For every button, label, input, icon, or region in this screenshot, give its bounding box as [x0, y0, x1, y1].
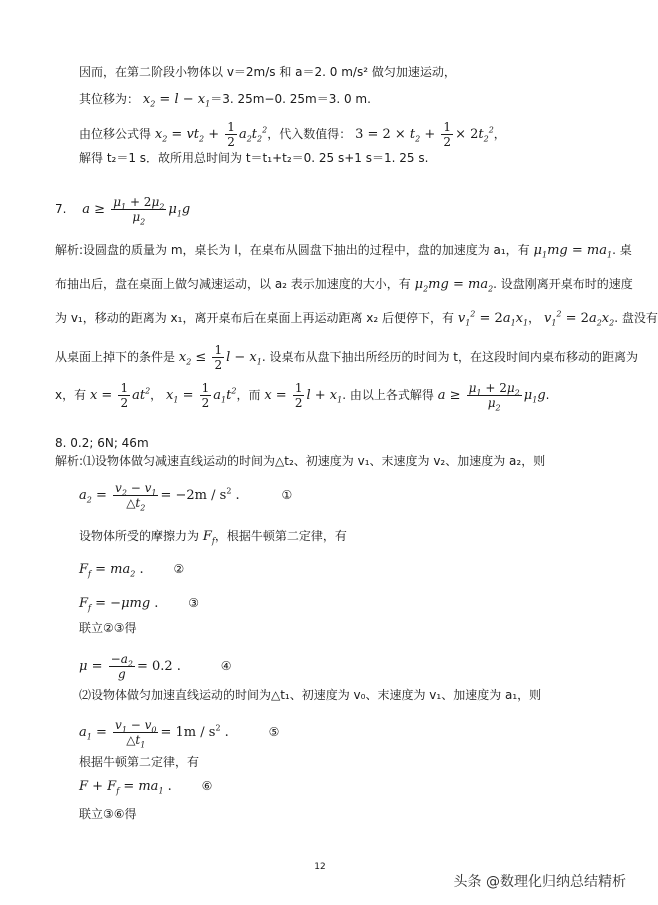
formula: x = $\frac{1}{2}$ $l + x_1$ [264, 381, 343, 410]
formula: $\mu_1mg = ma_1$ [533, 243, 613, 260]
para-line: 解得 t₂＝1 s．故所用总时间为 t＝t₁+t₂＝0. 25 s+1 s＝1. 25 s. [79, 151, 429, 165]
equation-2 [79, 561, 184, 578]
formula: μ = $\frac{-a_2}{g}$ = 0.2 . [79, 652, 181, 681]
answer-8: 8. 0.2; 6N; 46m [55, 436, 149, 450]
para-line [79, 120, 506, 149]
para-line: 因而，在第二阶段小物体以 v＝2m/s 和 a＝2. 0 m/s² 做匀加速运动， [79, 65, 456, 79]
equation-4 [79, 652, 232, 681]
text: . 盘没有 [614, 311, 658, 325]
para-line: 解析:⑴设物体做匀减速直线运动的时间为△t₂、初速度为 v₁、末速度为 v₂、加速度为 a₂，则 [55, 454, 546, 468]
formula: $x_2 = vt_2$ + $\frac{1}{2}$ $a_2t_2^2$ [154, 120, 268, 149]
equation-marker: ① [281, 488, 293, 502]
equation-1 [79, 481, 293, 513]
text: . 设桌布从盘下抽出所经历的时间为 t，在这段时间内桌布移动的距离为 [261, 350, 638, 364]
formula: $3 = 2 \times t_2$ + $\frac{1}{2}$ × $2t_2^2$ [355, 120, 494, 149]
equation-6 [79, 778, 212, 795]
formula: $F_f$ [202, 529, 215, 546]
para-line [55, 310, 658, 327]
text: . 设盘刚离开桌布时的速度 [493, 277, 633, 291]
equation-marker: ④ [220, 659, 232, 673]
text: ， [493, 127, 506, 141]
page-number: 12 [314, 862, 326, 872]
equation-marker: ⑥ [201, 779, 213, 793]
formula: $F_f = ma_2$ . [79, 562, 144, 579]
formula: $F + F_f = ma_1$ . [79, 779, 172, 796]
text: ，代入数值得： [267, 127, 352, 141]
formula: $v_1^2 = 2a_1x_1$ [457, 309, 529, 328]
para-line [55, 242, 632, 259]
para-line [55, 276, 633, 293]
para-line [55, 343, 638, 372]
formula: $x_2$ ≤ $\frac{1}{2}$ $l - x_1$ [178, 343, 262, 372]
answer-7 [55, 195, 191, 227]
para-line [79, 528, 347, 545]
para-line: 联立②③得 [79, 621, 137, 635]
text: 其位移为： [79, 92, 140, 106]
formula: $v_1^2 = 2a_2x_2$ [543, 309, 615, 328]
equation-marker: ⑤ [268, 725, 280, 739]
formula: $x_1$ = $\frac{1}{2}$ $a_1t^2$ [166, 381, 237, 410]
formula: x = $\frac{1}{2}$ $at^2$ [89, 381, 151, 410]
watermark: 头条 @数理化归纳总结精析 [453, 874, 626, 890]
text: 布抽出后，盘在桌面上做匀减速运动，以 a₂ 表示加速度的大小，有 [55, 277, 411, 291]
para-line [79, 91, 371, 108]
text: 由位移公式得 [79, 127, 152, 141]
text: x，有 [55, 388, 87, 402]
text: ，根据牛顿第二定律，有 [214, 529, 347, 543]
text: 从桌面上掉下的条件是 [55, 350, 176, 364]
question-number: 7. [55, 202, 67, 216]
equation-3 [79, 595, 199, 612]
para-line: 联立③⑥得 [79, 807, 137, 821]
text: . 桌 [612, 243, 632, 257]
text: ， [150, 388, 163, 402]
formula: a ≥ $\frac{\mu_1 + 2\mu_2}{\mu_2}$ $\mu_1g$ [437, 381, 546, 413]
formula: a ≥ $\frac{\mu_1 + 2\mu_2}{\mu_2}$ $\mu_1g$ [82, 195, 191, 227]
para-line: 根据牛顿第二定律，有 [79, 755, 200, 769]
formula: $x_2 = l - x_1$ [142, 92, 211, 109]
equation-5 [79, 718, 280, 750]
formula: $a_2$ = $\frac{v_2 - v_1}{\triangle t_2}$ = $-2m / s^2$ . [79, 481, 240, 513]
formula: $F_f = -\mu mg$ . [79, 596, 159, 613]
para-line: x，有 x = $\frac{1}{2}$ $at^2$， $x_1$ = $\frac{1}{2}$ $a_1t^2$，而 x = $\frac{1}{2}$ $l + x_1$. 由以上各式解得 a ≥ $\frac{\mu_1 + 2\mu_2}{\mu_2}$ $\mu_1g$. [55, 381, 550, 413]
equation-marker: ② [173, 562, 185, 576]
formula: $a_1$ = $\frac{v_1 - v_0}{\triangle t_1}$ = $1m / s^2$ . [79, 718, 229, 750]
para-line: ⑵设物体做匀加速直线运动的时间为△t₁、初速度为 v₀、末速度为 v₁、加速度为 a₁，则 [79, 688, 542, 702]
text: 为 v₁，移动的距离为 x₁，离开桌布后在桌面上再运动距离 x₂ 后便停下，有 [55, 311, 454, 325]
text: 设物体所受的摩擦力为 [79, 529, 200, 543]
text: 解析:设圆盘的质量为 m，桌长为 l，在桌布从圆盘下抽出的过程中，盘的加速度为 a₁，有 [55, 243, 530, 257]
equation-marker: ③ [188, 596, 200, 610]
text: . 由以上各式解得 [342, 388, 434, 402]
formula: $\mu_2mg = ma_2$ [414, 277, 494, 294]
text: ，而 [236, 388, 261, 402]
text: ＝3. 25m−0. 25m＝3. 0 m. [210, 92, 371, 106]
text: ， [528, 311, 541, 325]
